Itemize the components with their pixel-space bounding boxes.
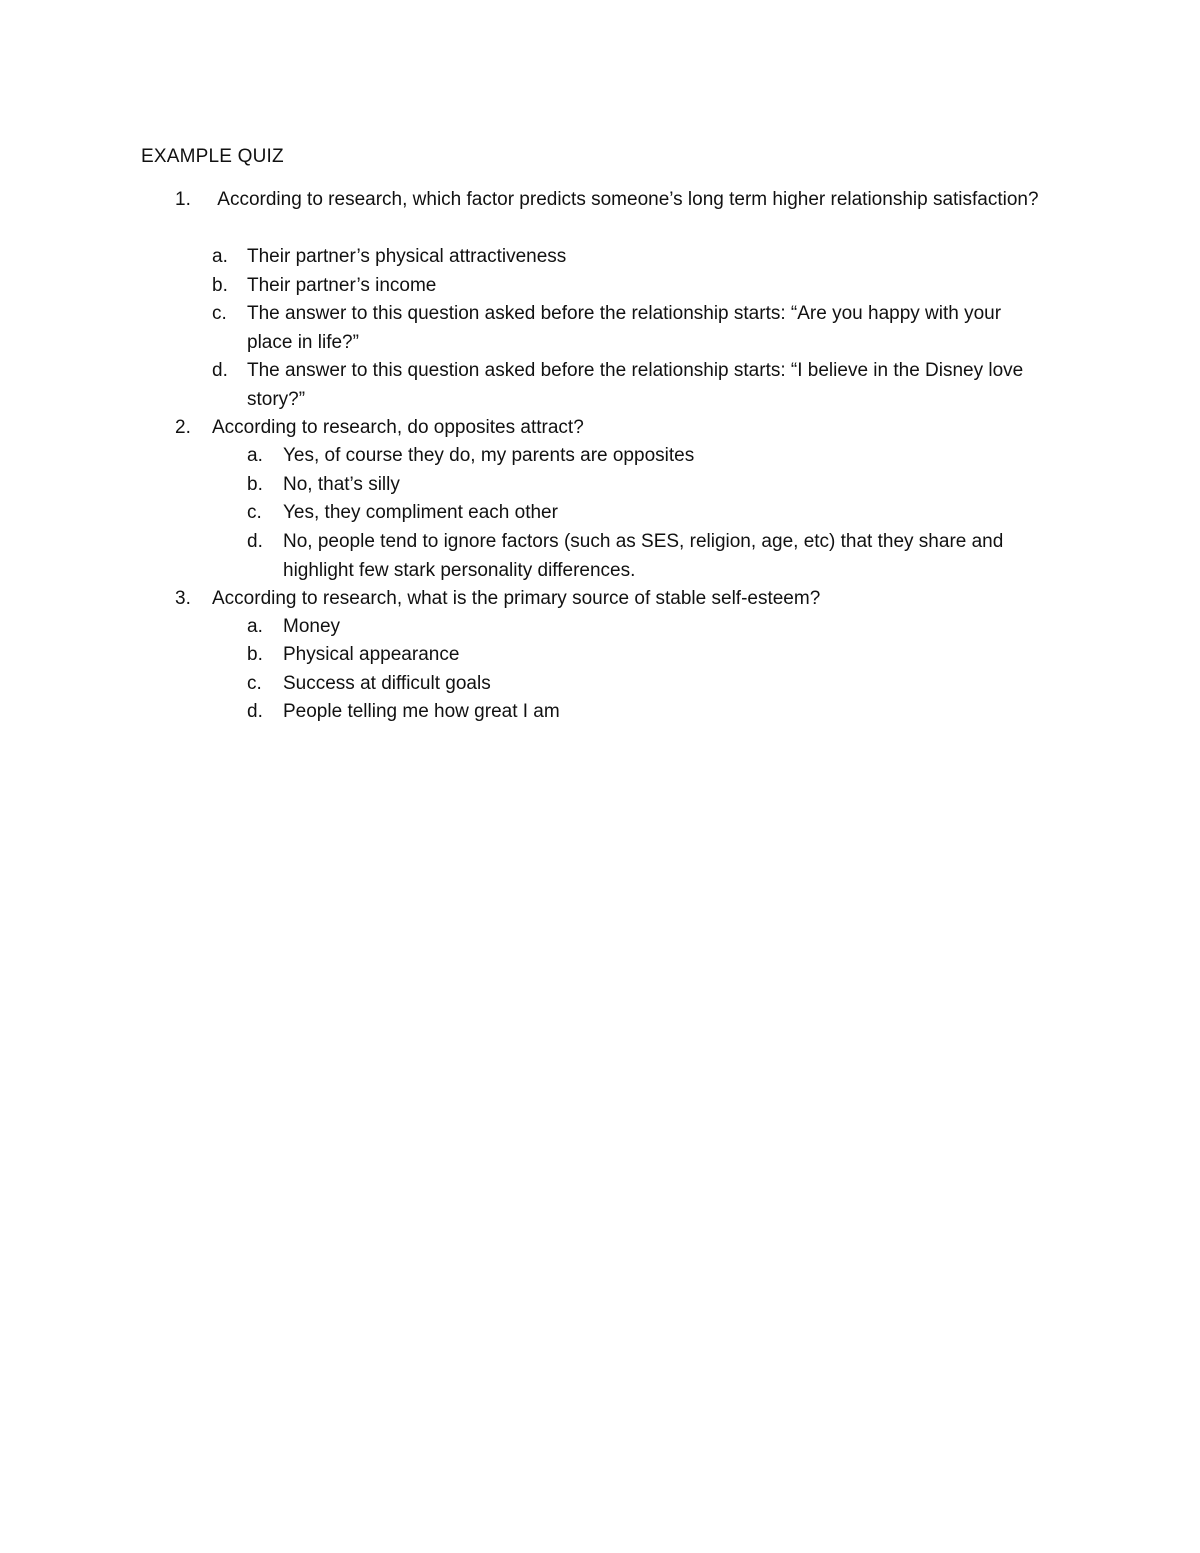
question-text: According to research, what is the primary source of stable self-esteem? bbox=[212, 588, 821, 609]
question-number: 2. bbox=[175, 417, 191, 438]
option-text: No, people tend to ignore factors (such as SES, religion, age, etc) that they share and highlight few stark personality differences. bbox=[283, 531, 1004, 581]
question-3 bbox=[141, 585, 1071, 615]
option-letter: c. bbox=[247, 502, 262, 523]
option-text: Yes, they compliment each other bbox=[283, 502, 558, 523]
option-text: No, that’s silly bbox=[283, 474, 400, 495]
option-text: The answer to this question asked before the relationship starts: “I believe in the Disney love story?” bbox=[247, 360, 1024, 410]
option-letter: a. bbox=[247, 445, 263, 466]
option-letter: a. bbox=[247, 616, 263, 637]
option-text: Physical appearance bbox=[283, 644, 460, 665]
option-text: People telling me how great I am bbox=[283, 701, 560, 722]
question-2 bbox=[141, 414, 1071, 444]
question-1 bbox=[141, 186, 1071, 246]
option-letter: d. bbox=[247, 531, 263, 552]
option-letter: b. bbox=[247, 644, 263, 665]
question-number: 1. bbox=[175, 189, 191, 210]
question-text: According to research, do opposites attract? bbox=[212, 417, 584, 438]
option-letter: a. bbox=[212, 246, 228, 267]
option-letter: c. bbox=[212, 303, 227, 324]
option-text: Yes, of course they do, my parents are opposites bbox=[283, 445, 695, 466]
question-number: 3. bbox=[175, 588, 191, 609]
option-letter: b. bbox=[212, 275, 228, 296]
option-text: Their partner’s income bbox=[247, 275, 437, 296]
option-letter: d. bbox=[247, 701, 263, 722]
document-title: EXAMPLE QUIZ bbox=[141, 146, 284, 167]
question-text: According to research, which factor predicts someone’s long term higher relationship satisfaction? bbox=[212, 189, 1039, 210]
option-text: Money bbox=[283, 616, 341, 637]
option-letter: c. bbox=[247, 673, 262, 694]
option-letter: d. bbox=[212, 360, 228, 381]
option-text: Success at difficult goals bbox=[283, 673, 491, 694]
option-text: The answer to this question asked before the relationship starts: “Are you happy with your place in life?” bbox=[247, 303, 1002, 353]
option-text: Their partner’s physical attractiveness bbox=[247, 246, 567, 267]
option-letter: b. bbox=[247, 474, 263, 495]
